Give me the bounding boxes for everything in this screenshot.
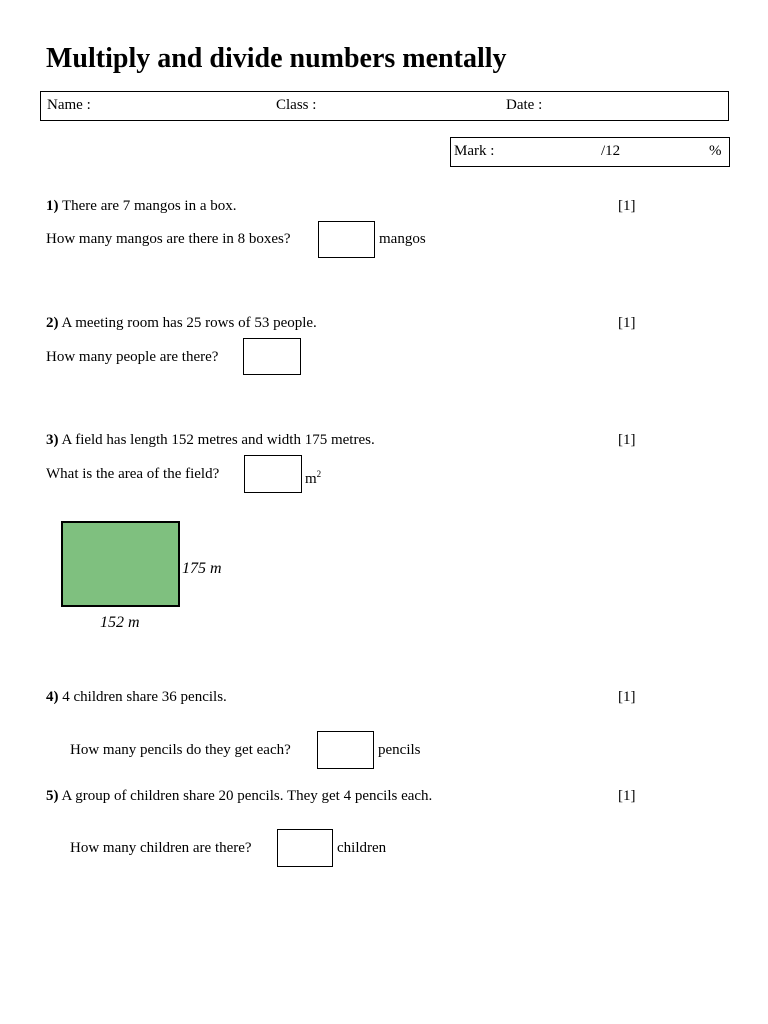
question-text: A field has length 152 metres and width 175 metres. bbox=[61, 432, 375, 448]
question-marks: [1] bbox=[618, 198, 636, 214]
answer-box-1[interactable] bbox=[318, 221, 375, 258]
mark-box bbox=[450, 137, 730, 167]
question-5 bbox=[46, 786, 432, 806]
question-text: A meeting room has 25 rows of 53 people. bbox=[61, 315, 317, 331]
question-marks: [1] bbox=[618, 432, 636, 448]
answer-box-5[interactable] bbox=[277, 829, 333, 867]
page-title: Multiply and divide numbers mentally bbox=[46, 43, 507, 74]
length-label: 152 m bbox=[100, 614, 140, 631]
question-marks: [1] bbox=[618, 788, 636, 804]
mark-total: /12 bbox=[601, 143, 621, 159]
width-label: 175 m bbox=[182, 560, 222, 577]
question-text: A group of children share 20 pencils. They get 4 pencils each. bbox=[61, 788, 433, 804]
question-prompt: How many people are there? bbox=[46, 349, 219, 365]
answer-box-3[interactable] bbox=[244, 455, 302, 493]
question-prompt: How many children are there? bbox=[70, 840, 252, 856]
mark-label: Mark : bbox=[454, 143, 495, 159]
question-3 bbox=[46, 430, 375, 450]
question-prompt: How many mangos are there in 8 boxes? bbox=[46, 231, 291, 247]
answer-unit: mangos bbox=[379, 231, 426, 247]
answer-unit: pencils bbox=[378, 742, 421, 758]
question-2 bbox=[46, 313, 317, 333]
question-marks: [1] bbox=[618, 315, 636, 331]
question-4 bbox=[46, 687, 227, 707]
date-label: Date : bbox=[506, 97, 543, 113]
name-label: Name : bbox=[47, 97, 91, 113]
question-text: There are 7 mangos in a box. bbox=[61, 198, 237, 214]
question-1 bbox=[46, 196, 237, 216]
field-rectangle bbox=[61, 521, 180, 607]
student-info-box bbox=[40, 91, 729, 121]
question-number: 2) bbox=[46, 315, 59, 331]
question-prompt: What is the area of the field? bbox=[46, 466, 220, 482]
question-number: 1) bbox=[46, 198, 59, 214]
question-text: 4 children share 36 pencils. bbox=[62, 689, 227, 705]
class-label: Class : bbox=[276, 97, 317, 113]
question-number: 5) bbox=[46, 788, 59, 804]
answer-box-2[interactable] bbox=[243, 338, 301, 375]
answer-unit: $m^2$ bbox=[305, 469, 322, 487]
question-number: 4) bbox=[46, 689, 59, 705]
answer-unit: children bbox=[337, 840, 387, 856]
question-prompt: How many pencils do they get each? bbox=[70, 742, 291, 758]
answer-box-4[interactable] bbox=[317, 731, 374, 769]
mark-percent: % bbox=[709, 143, 722, 159]
question-marks: [1] bbox=[618, 689, 636, 705]
question-number: 3) bbox=[46, 432, 59, 448]
